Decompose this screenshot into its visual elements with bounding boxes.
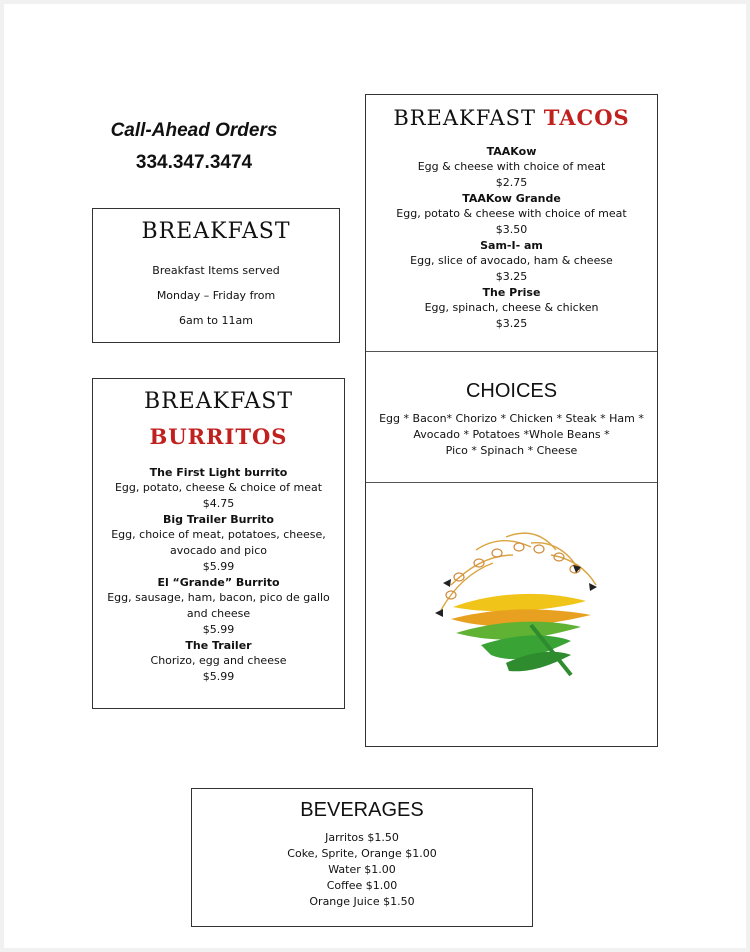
call-ahead-label: Call-Ahead Orders <box>110 120 278 141</box>
taco-list <box>366 144 657 332</box>
beverages-box <box>191 788 533 927</box>
phone-number: 334.347.3474 <box>135 152 253 173</box>
taco-desc: Egg, spinach, cheese & chicken <box>424 301 599 314</box>
taco-name: TAAKow <box>486 145 537 158</box>
right-column-box <box>365 94 658 747</box>
burrito-desc: Egg, choice of meat, potatoes, cheese, <box>111 528 326 541</box>
burrito-price: $5.99 <box>202 670 235 683</box>
taco-price: $3.50 <box>495 223 528 236</box>
choices-line2: Avocado * Potatoes *Whole Beans * <box>413 428 610 441</box>
taco-name: The Prise <box>482 286 541 299</box>
taco-name: TAAKow Grande <box>462 192 561 205</box>
burritos-title-line1: BREAKFAST <box>143 389 294 414</box>
choices-section <box>366 352 657 482</box>
taco-item <box>366 191 657 238</box>
burritos-box <box>92 378 345 709</box>
burrito-desc: Egg, sausage, ham, bacon, pico de gallo <box>107 591 330 604</box>
taco-item <box>366 285 657 332</box>
beverage-item: Coffee $1.00 <box>326 879 398 892</box>
taco-desc: Egg & cheese with choice of meat <box>417 160 606 173</box>
choices-title: CHOICES <box>465 380 558 402</box>
burrito-item <box>93 512 344 575</box>
burrito-desc: Chorizo, egg and cheese <box>150 654 287 667</box>
tacos-section <box>366 95 657 351</box>
choices-line3: Pico * Spinach * Cheese <box>445 444 578 457</box>
burrito-desc: avocado and pico <box>170 544 267 557</box>
menu-page <box>4 4 746 948</box>
burrito-item <box>93 465 344 512</box>
burrito-desc: and cheese <box>186 607 251 620</box>
taco-item <box>366 238 657 285</box>
breakfast-title: BREAKFAST <box>141 219 291 244</box>
burrito-desc: Egg, potato, cheese & choice of meat <box>114 481 323 494</box>
taco-name: Sam-I- am <box>480 239 543 252</box>
taco-price: $2.75 <box>495 176 528 189</box>
burrito-name: The Trailer <box>185 639 252 652</box>
beverage-item: Orange Juice $1.50 <box>309 895 415 908</box>
sunrise-logo-icon <box>421 515 611 685</box>
tacos-title <box>366 105 657 130</box>
breakfast-hours-line3: 6am to 11am <box>179 314 253 327</box>
burrito-list <box>93 465 344 685</box>
call-ahead-section <box>74 120 314 174</box>
tacos-title-word1: BREAKFAST <box>393 106 537 130</box>
beverage-item: Jarritos $1.50 <box>325 831 399 844</box>
tacos-title-word2: TACOS <box>543 105 630 130</box>
burrito-name: El “Grande” Burrito <box>157 576 280 589</box>
burritos-title-line2: BURRITOS <box>149 424 288 449</box>
burrito-name: Big Trailer Burrito <box>163 513 274 526</box>
beverage-item: Water $1.00 <box>328 863 396 876</box>
beverage-item: Coke, Sprite, Orange $1.00 <box>287 847 437 860</box>
taco-desc: Egg, potato & cheese with choice of meat <box>396 207 627 220</box>
burrito-price: $5.99 <box>202 623 235 636</box>
taco-price: $3.25 <box>495 270 528 283</box>
burrito-price: $5.99 <box>202 560 235 573</box>
section-divider <box>366 482 657 483</box>
burrito-name: The First Light burrito <box>149 466 288 479</box>
sunrise-logo <box>421 515 611 685</box>
breakfast-hours-line1: Breakfast Items served <box>152 264 280 277</box>
beverage-list <box>192 830 532 910</box>
burrito-price: $4.75 <box>202 497 235 510</box>
breakfast-hours-line2: Monday – Friday from <box>156 289 276 302</box>
burrito-item <box>93 575 344 638</box>
choices-line1: Egg * Bacon* Chorizo * Chicken * Steak * Ham * <box>379 412 644 425</box>
taco-price: $3.25 <box>495 317 528 330</box>
taco-item <box>366 144 657 191</box>
beverages-title: BEVERAGES <box>300 799 424 821</box>
burrito-item <box>93 638 344 685</box>
breakfast-info-box <box>92 208 340 343</box>
taco-desc: Egg, slice of avocado, ham & cheese <box>410 254 613 267</box>
